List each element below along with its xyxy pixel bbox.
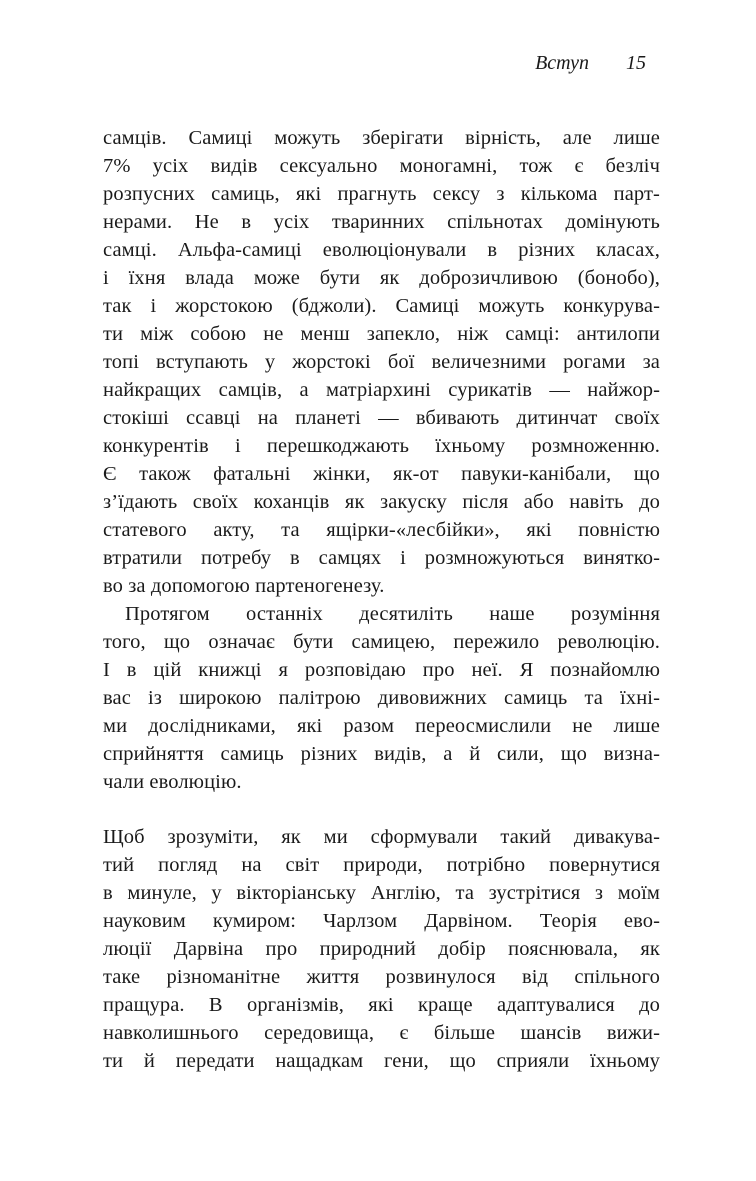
text-line: сприйняття самиць різних видів, а й сили, що визна- <box>103 743 660 765</box>
text-line: во за допомогою партеногенезу. <box>103 575 385 597</box>
text-line: вас із широкою палітрою дивовижних самиць та їхні- <box>103 687 660 709</box>
text-line: найкращих самців, а матріархині сурикатів — найжор- <box>103 379 660 401</box>
text-line: розпусних самиць, які прагнуть сексу з кількома парт- <box>103 183 660 205</box>
text-line: ти між собою не менш запекло, ніж самці: антилопи <box>103 323 660 345</box>
text-line: втратили потребу в самцях і розмножуються винятко- <box>103 547 660 569</box>
text-line: ти й передати нащадкам гени, що сприяли їхньому <box>103 1050 660 1072</box>
text-line: топі вступають у жорстокі бої величезними рогами за <box>103 351 660 373</box>
paragraph-p3 <box>103 823 660 1075</box>
text-line: таке різноманітне життя розвинулося від спільного <box>103 966 660 988</box>
body-text <box>103 124 660 1075</box>
text-line: Щоб зрозуміти, як ми сформували такий дивакува- <box>103 826 660 848</box>
text-line: ми дослідниками, які разом переосмислили не лише <box>103 715 660 737</box>
text-line: самців. Самиці можуть зберігати вірність, але лише <box>103 127 660 149</box>
running-header <box>103 52 646 74</box>
text-line: в минуле, у вікторіанську Англію, та зустрітися з моїм <box>103 882 660 904</box>
text-line: І в цій книжці я розповідаю про неї. Я познайомлю <box>103 659 660 681</box>
text-line: статевого акту, та ящірки-«лесбійки», які повністю <box>103 519 660 541</box>
text-line: науковим кумиром: Чарлзом Дарвіном. Теорія ево- <box>103 910 660 932</box>
text-line: 7% усіх видів сексуально моногамні, тож є безліч <box>103 155 660 177</box>
text-line: конкурентів і перешкоджають їхньому розмноженню. <box>103 435 660 457</box>
text-line: Є також фатальні жінки, як-от павуки-канібали, що <box>103 463 660 485</box>
text-line: і їхня влада може бути як доброзичливою (бонобо), <box>103 267 660 289</box>
paragraph-p1 <box>103 124 660 600</box>
text-line: навколишнього середовища, є більше шансів вижи- <box>103 1022 660 1044</box>
page-number: 15 <box>626 52 646 74</box>
text-line: з’їдають своїх коханців як закуску після або навіть до <box>103 491 660 513</box>
text-line: пращура. В організмів, які краще адаптувалися до <box>103 994 660 1016</box>
text-line: самці. Альфа-самиці еволюціонували в різних класах, <box>103 239 660 261</box>
text-line: стокіші ссавці на планеті — вбивають дитинчат своїх <box>103 407 660 429</box>
text-line: так і жорстокою (бджоли). Самиці можуть конкурува- <box>103 295 660 317</box>
paragraph-p2 <box>103 600 660 796</box>
running-header-title: Вступ <box>535 52 589 74</box>
text-line: нерами. Не в усіх тваринних спільнотах домінують <box>103 211 660 233</box>
text-line: чали еволюцію. <box>103 771 242 793</box>
text-line: люції Дарвіна про природний добір пояснювала, як <box>103 938 660 960</box>
text-line: тий погляд на світ природи, потрібно повернутися <box>103 854 660 876</box>
text-line: Протягом останніх десятиліть наше розуміння <box>125 603 660 625</box>
text-line: того, що означає бути самицею, пережило революцію. <box>103 631 660 653</box>
